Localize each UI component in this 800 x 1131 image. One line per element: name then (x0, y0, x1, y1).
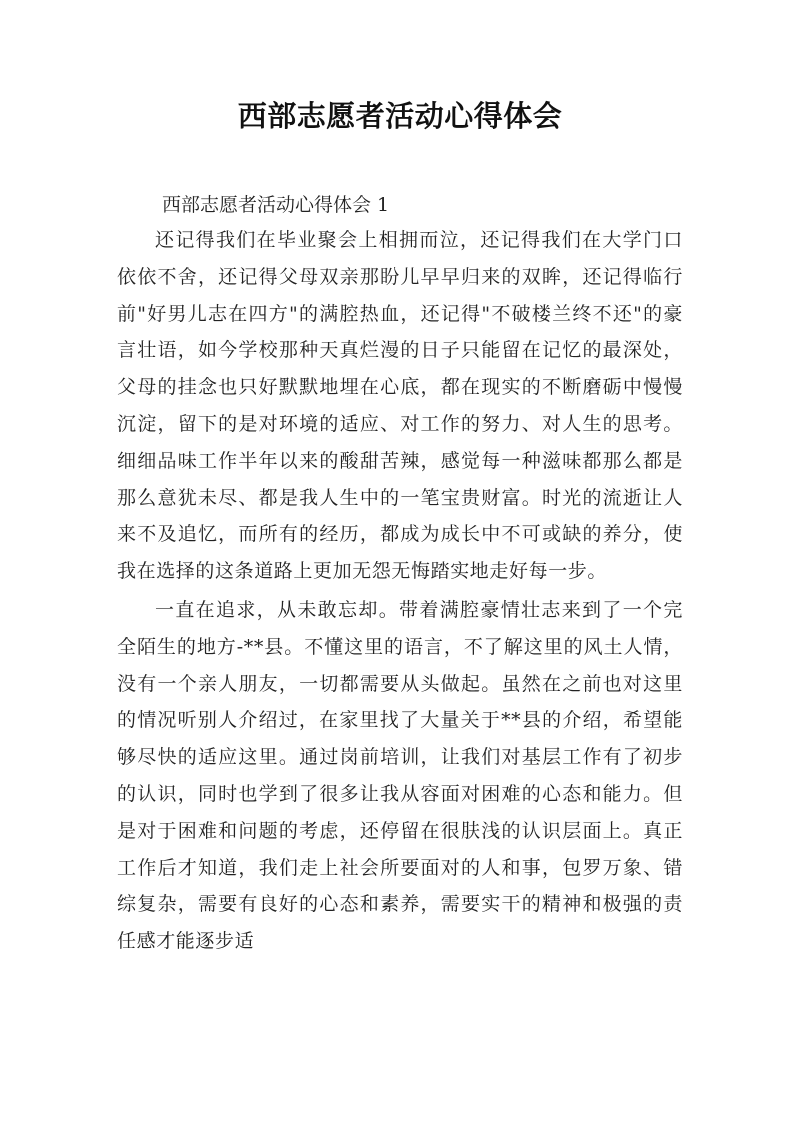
paragraph-1: 还记得我们在毕业聚会上相拥而泣，还记得我们在大学门口依依不舍，还记得父母双亲那盼儿早早归来的双眸，还记得临行前"好男儿志在四方"的满腔热血，还记得"不破楼兰终不还"的豪言壮语，如今学校那种天真烂漫的日子只能留在记忆的最深处，父母的挂念也只好默默地埋在心底，都在现实的不断磨砺中慢慢沉淀，留下的是对环境的适应、对工作的努力、对人生的思考。细细品味工作半年以来的酸甜苦辣，感觉每一种滋味都那么都是那么意犹未尽、都是我人生中的一笔宝贵财富。时光的流逝让人来不及追忆，而所有的经历，都成为成长中不可或缺的养分，使我在选择的这条道路上更加无怨无悔踏实地走好每一步。 (117, 229, 683, 583)
document-title: 西部志愿者活动心得体会 (237, 99, 563, 133)
section-heading: 西部志愿者活动心得体会 1 (162, 194, 390, 216)
document-body (117, 222, 683, 960)
paragraph-2: 一直在追求，从未敢忘却。带着满腔豪情壮志来到了一个完全陌生的地方-**县。不懂这里的语言，不了解这里的风土人情，没有一个亲人朋友，一切都需要从头做起。虽然在之前也对这里的情况听别人介绍过，在家里找了大量关于**县的介绍，希望能够尽快的适应这里。通过岗前培训，让我们对基层工作有了初步的认识，同时也学到了很多让我从容面对困难的心态和能力。但是对于困难和问题的考虑，还停留在很肤浅的认识层面上。真正工作后才知道，我们走上社会所要面对的人和事，包罗万象、错综复杂，需要有良好的心态和素养，需要实干的精神和极强的责任感才能逐步适 (117, 598, 683, 953)
